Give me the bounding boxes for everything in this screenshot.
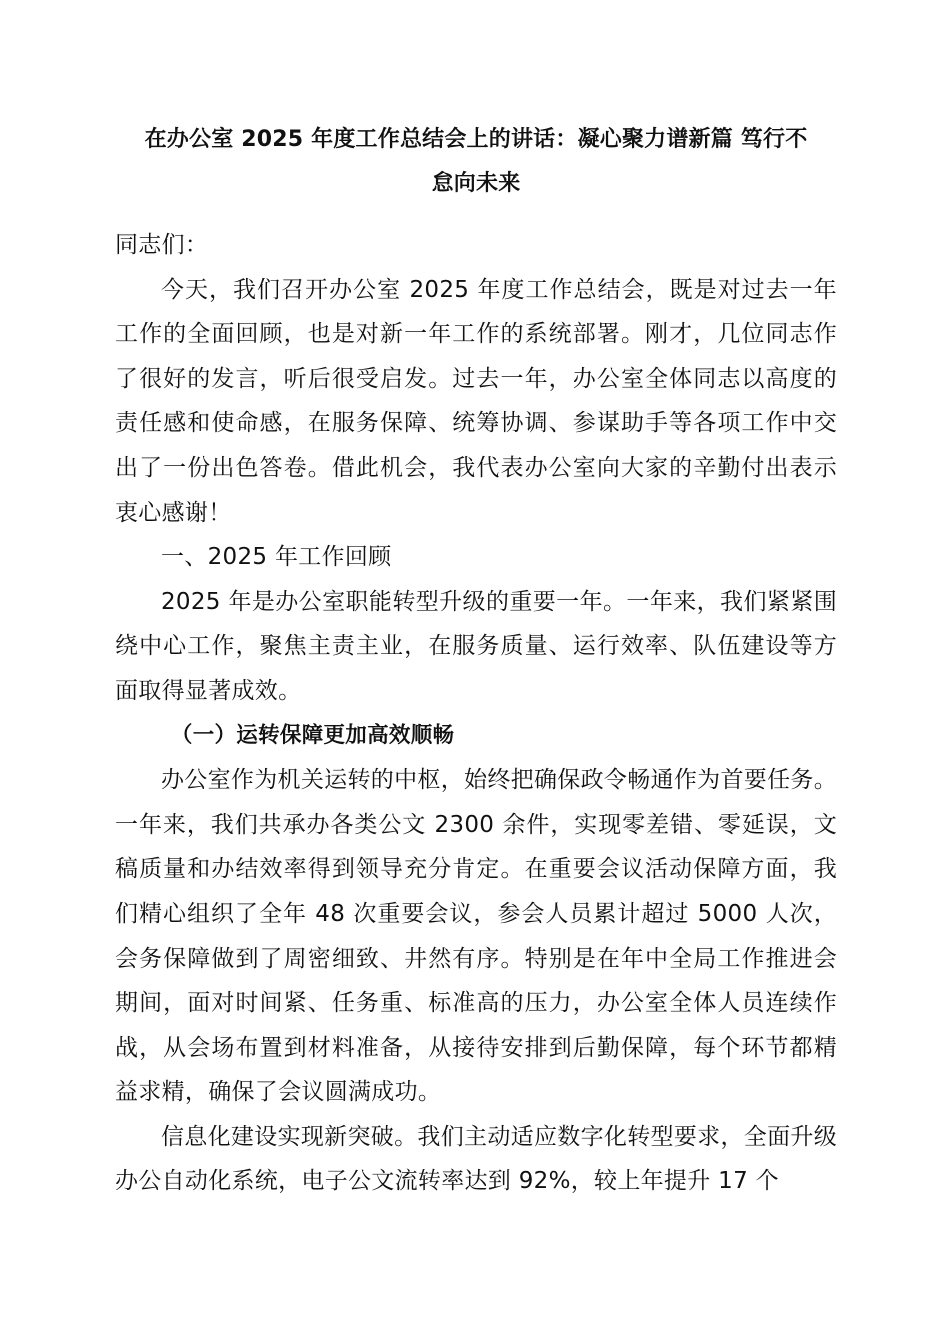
paragraph-operations: 办公室作为机关运转的中枢，始终把确保政令畅通作为首要任务。一年来，我们共承办各类公文 2300 余件，实现零差错、零延误，文稿质量和办结效率得到领导充分肯定。在重要会议活动保障方面，我们精心组织了全年 48 次重要会议，参会人员累计超过 5000 人次，会务保障做到了周密细致、井然有序。特别是在年中全局工作推进会期间，面对时间紧、任务重、标准高的压力，办公室全体人员连续作战，从会场布置到材料准备，从接待安排到后勤保障，每个环节都精益求精，确保了会议圆满成功。 xyxy=(115,767,837,1106)
paragraph-informatization: 信息化建设实现新突破。我们主动适应数字化转型要求，全面升级办公自动化系统，电子公文流转率达到 92%，较上年提升 17 个 xyxy=(115,1123,837,1195)
subsection-heading-operations: （一）运转保障更加高效顺畅 xyxy=(170,722,455,748)
document-title xyxy=(115,118,837,206)
paragraph-opening: 今天，我们召开办公室 2025 年度工作总结会，既是对过去一年工作的全面回顾，也是对新一年工作的系统部署。刚才，几位同志作了很好的发言，听后很受启发。过去一年，办公室全体同志以高度的责任感和使命感，在服务保障、统筹协调、参谋助手等各项工作中交出了一份出色答卷。借此机会，我代表办公室向大家的辛勤付出表示衷心感谢！ xyxy=(115,276,837,526)
salutation: 同志们： xyxy=(115,232,209,258)
title-line-2: 怠向未来 xyxy=(431,171,521,196)
title-line-1: 在办公室 2025 年度工作总结会上的讲话：凝心聚力谱新篇 笃行不 xyxy=(144,127,808,152)
section-heading-review: 一、2025 年工作回顾 xyxy=(161,544,392,571)
document-body xyxy=(115,118,837,1204)
paragraph-review-intro: 2025 年是办公室职能转型升级的重要一年。一年来，我们紧紧围绕中心工作，聚焦主责主业，在服务质量、运行效率、队伍建设等方面取得显著成效。 xyxy=(115,588,837,704)
